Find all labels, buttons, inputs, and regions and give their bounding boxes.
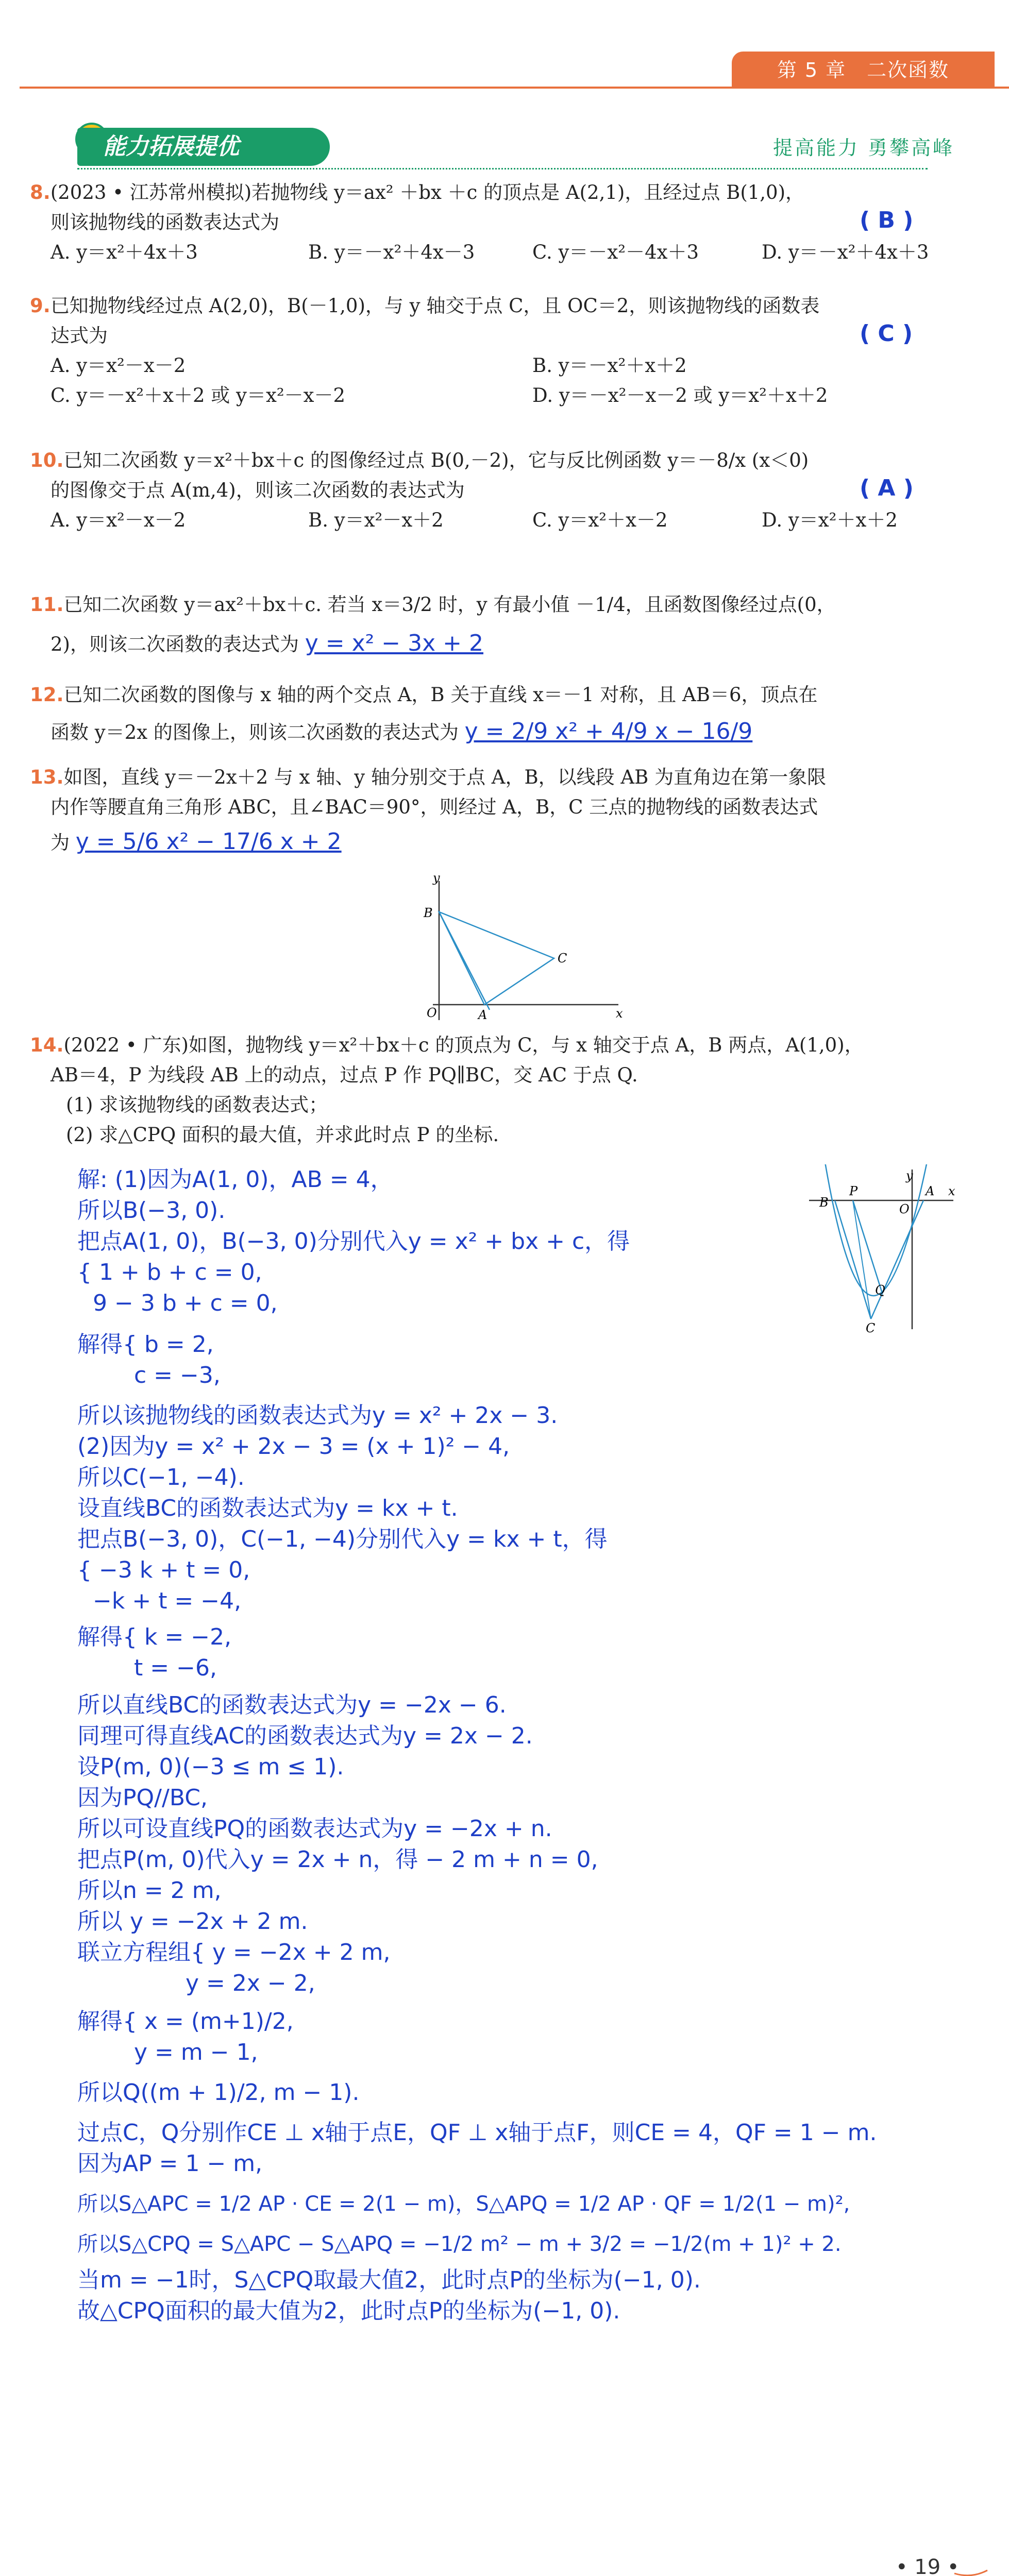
solution-line: 联立方程组{ y = −2x + 2 m,	[77, 1939, 391, 1965]
question-text: (2023 • 江苏常州模拟)若抛物线 y＝ax² ＋bx ＋c 的顶点是 A(2,1)，且经过点 B(1,0)，	[50, 181, 805, 204]
slogan: 提高能力 勇攀高峰	[773, 137, 955, 159]
question-number: 11.	[30, 594, 64, 616]
solution-line: { 1 + b + c = 0,	[77, 1259, 262, 1285]
solution-line: { −3 k + t = 0,	[77, 1557, 250, 1583]
question-number: 9.	[30, 295, 51, 317]
solution-line: 解得{ k = −2,	[77, 1624, 232, 1650]
option-a: A. y＝x²－x－2	[51, 354, 186, 377]
point-c-label: C	[558, 951, 567, 965]
solution-line: 把点B(−3, 0)，C(−1, −4)分别代入y = kx + t，得	[77, 1526, 608, 1552]
solution-line: 所以S△APC = 1/2 AP · CE = 2(1 − m)，S△APQ = 1/2 AP · QF = 1/2(1 − m)²,	[77, 2192, 850, 2216]
question-text: 如图，直线 y＝－2x＋2 与 x 轴、y 轴分别交于点 A，B，以线段 AB 为直角边在第一象限	[63, 766, 827, 788]
solution-line: 当m = −1时，S△CPQ取最大值2，此时点P的坐标为(−1, 0).	[77, 2267, 701, 2293]
solution-line: 因为PQ//BC,	[77, 1785, 208, 1811]
solution-line: y = m − 1,	[134, 2039, 258, 2065]
page-number: • 19 •	[896, 2555, 960, 2576]
solution-line: 设直线BC的函数表达式为y = kx + t.	[77, 1495, 458, 1521]
chapter-tab: 第 5 章 二次函数	[732, 52, 995, 89]
question-8	[30, 178, 988, 267]
solution-line: 因为AP = 1 − m,	[77, 2150, 263, 2177]
solution-line: 所以直线BC的函数表达式为y = −2x − 6.	[77, 1692, 507, 1718]
solution-line: 故△CPQ面积的最大值为2，此时点P的坐标为(−1, 0).	[77, 2298, 620, 2324]
question-number: 14.	[30, 1034, 64, 1056]
option-d: D. y＝x²＋x＋2	[762, 509, 898, 531]
handwritten-answer: y = 5/6 x² − 17/6 x + 2	[75, 828, 342, 855]
question-text: (2022 • 广东)如图，抛物线 y＝x²＋bx＋c 的顶点为 C，与 x 轴交于点 A，B 两点，A(1,0)，	[63, 1034, 864, 1056]
solution-line: 所以C(−1, −4).	[77, 1464, 245, 1490]
x-axis-label: x	[616, 1006, 623, 1021]
question-14	[30, 1030, 988, 1150]
option-d: D. y＝－x²＋4x＋3	[762, 241, 929, 263]
solution-line: 所以n = 2 m,	[77, 1877, 222, 1904]
option-d: D. y＝－x²－x－2 或 y＝x²＋x＋2	[532, 384, 828, 406]
solution-line: 解: (1)因为A(1, 0)，AB = 4，	[77, 1166, 393, 1193]
point-q-label: Q	[875, 1283, 885, 1297]
point-p-label: P	[849, 1184, 858, 1198]
question-13	[30, 762, 988, 858]
handwritten-answer: y = 2/9 x² + 4/9 x − 16/9	[464, 718, 753, 744]
point-a-label: A	[926, 1184, 935, 1198]
question-number: 13.	[30, 766, 64, 788]
y-axis-label: y	[906, 1168, 913, 1183]
question-10	[30, 446, 988, 535]
question-text: AB＝4，P 为线段 AB 上的动点，过点 P 作 PQ∥BC，交 AC 于点 Q.	[51, 1064, 638, 1086]
point-b-label: B	[424, 906, 433, 920]
origin-label: O	[899, 1202, 910, 1216]
question-number: 8.	[30, 181, 51, 204]
question-text: 函数 y＝2x 的图像上，则该二次函数的表达式为	[51, 721, 459, 743]
option-c: C. y＝x²＋x－2	[532, 509, 668, 531]
solution-line: 解得{ x = (m+1)/2,	[77, 2008, 294, 2035]
q13-figure	[412, 871, 629, 1025]
y-axis-label: y	[433, 871, 440, 885]
point-c-label: C	[866, 1321, 876, 1334]
solution-line: 所以Q((m + 1)/2, m − 1).	[77, 2079, 360, 2106]
point-b-label: B	[819, 1195, 829, 1210]
question-text: 已知二次函数 y＝ax²＋bx＋c. 若当 x＝3/2 时，y 有最小值 －1/4，且函数图像经过点(0，	[63, 594, 836, 616]
question-text: 已知二次函数 y＝x²＋bx＋c 的图像经过点 B(0,－2)，它与反比例函数 y＝－8/x (x＜0)	[63, 449, 809, 471]
solution-line: 所以可设直线PQ的函数表达式为y = −2x + n.	[77, 1816, 552, 1842]
page-ornament-icon	[953, 2563, 989, 2576]
triangle-abc	[439, 912, 554, 1005]
solution-line: 设P(m, 0)(−3 ≤ m ≤ 1).	[77, 1754, 344, 1780]
question-number: 12.	[30, 684, 64, 706]
question-text: 内作等腰直角三角形 ABC，且∠BAC＝90°，则经过 A，B，C 三点的抛物线的函数表达式	[51, 796, 818, 818]
solution-line: 所以该抛物线的函数表达式为y = x² + 2x − 3.	[77, 1402, 558, 1429]
question-text: 为	[51, 832, 70, 854]
option-b: B. y＝x²－x＋2	[308, 509, 444, 531]
question-9	[30, 291, 988, 411]
solution-line: 所以S△CPQ = S△APC − S△APQ = −1/2 m² − m + 3/2 = −1/2(m + 1)² + 2.	[77, 2232, 842, 2256]
solution-line: −k + t = −4,	[93, 1588, 242, 1614]
answer-choice: ( B )	[860, 207, 914, 233]
question-12	[30, 680, 988, 748]
solution-line: c = −3,	[134, 1362, 221, 1388]
solution-line: 解得{ b = 2,	[77, 1331, 214, 1358]
banner-underline	[77, 168, 928, 170]
question-text: 已知抛物线经过点 A(2,0)，B(－1,0)，与 y 轴交于点 C，且 OC＝2，则该抛物线的函数表	[50, 295, 820, 317]
question-text: 已知二次函数的图像与 x 轴的两个交点 A，B 关于直线 x＝－1 对称，且 AB＝6，顶点在	[63, 684, 818, 706]
section-banner: 能力拓展提优	[77, 128, 330, 166]
solution-line: 过点C，Q分别作CE ⊥ x轴于点E，QF ⊥ x轴于点F，则CE = 4，QF = 1 − m.	[77, 2120, 877, 2146]
answer-choice: ( A )	[860, 475, 914, 501]
handwritten-solution	[77, 1164, 953, 2327]
option-b: B. y＝－x²＋x＋2	[532, 354, 687, 377]
solution-line: 同理可得直线AC的函数表达式为y = 2x − 2.	[77, 1723, 533, 1749]
answer-choice: ( C )	[860, 320, 913, 347]
question-number: 10.	[30, 449, 64, 471]
solution-line: t = −6,	[134, 1655, 217, 1681]
point-a-label: A	[478, 1008, 487, 1022]
option-c: C. y＝－x²－4x＋3	[532, 241, 699, 263]
solution-line: 所以 y = −2x + 2 m.	[77, 1908, 308, 1935]
option-a: A. y＝x²－x－2	[51, 509, 186, 531]
question-text: 达式为	[51, 325, 108, 347]
solution-line: 把点P(m, 0)代入y = 2x + n，得 − 2 m + n = 0,	[77, 1846, 598, 1873]
question-11	[30, 590, 988, 659]
option-c: C. y＝－x²＋x＋2 或 y＝x²－x－2	[51, 384, 346, 406]
option-a: A. y＝x²＋4x＋3	[51, 241, 198, 263]
question-text: 2)，则该二次函数的表达式为	[51, 633, 299, 655]
solution-line: y = 2x − 2,	[186, 1970, 315, 1996]
solution-line: 9 − 3 b + c = 0,	[93, 1290, 278, 1316]
option-b: B. y＝－x²＋4x－3	[308, 241, 475, 263]
solution-line: (2)因为y = x² + 2x − 3 = (x + 1)² − 4,	[77, 1433, 510, 1460]
sub-question-1: (1) 求该抛物线的函数表达式；	[66, 1094, 328, 1116]
question-text: 的图像交于点 A(m,4)，则该二次函数的表达式为	[51, 479, 465, 501]
solution-line: 把点A(1, 0)，B(−3, 0)分别代入y = x² + bx + c，得	[77, 1228, 630, 1255]
question-text: 则该抛物线的函数表达式为	[51, 211, 279, 233]
handwritten-answer: y = x² − 3x + 2	[305, 630, 484, 656]
x-axis-label: x	[948, 1184, 955, 1198]
sub-question-2: (2) 求△CPQ 面积的最大值，并求此时点 P 的坐标.	[66, 1124, 499, 1146]
solution-line: 所以B(−3, 0).	[77, 1197, 226, 1224]
origin-label: O	[427, 1006, 437, 1020]
